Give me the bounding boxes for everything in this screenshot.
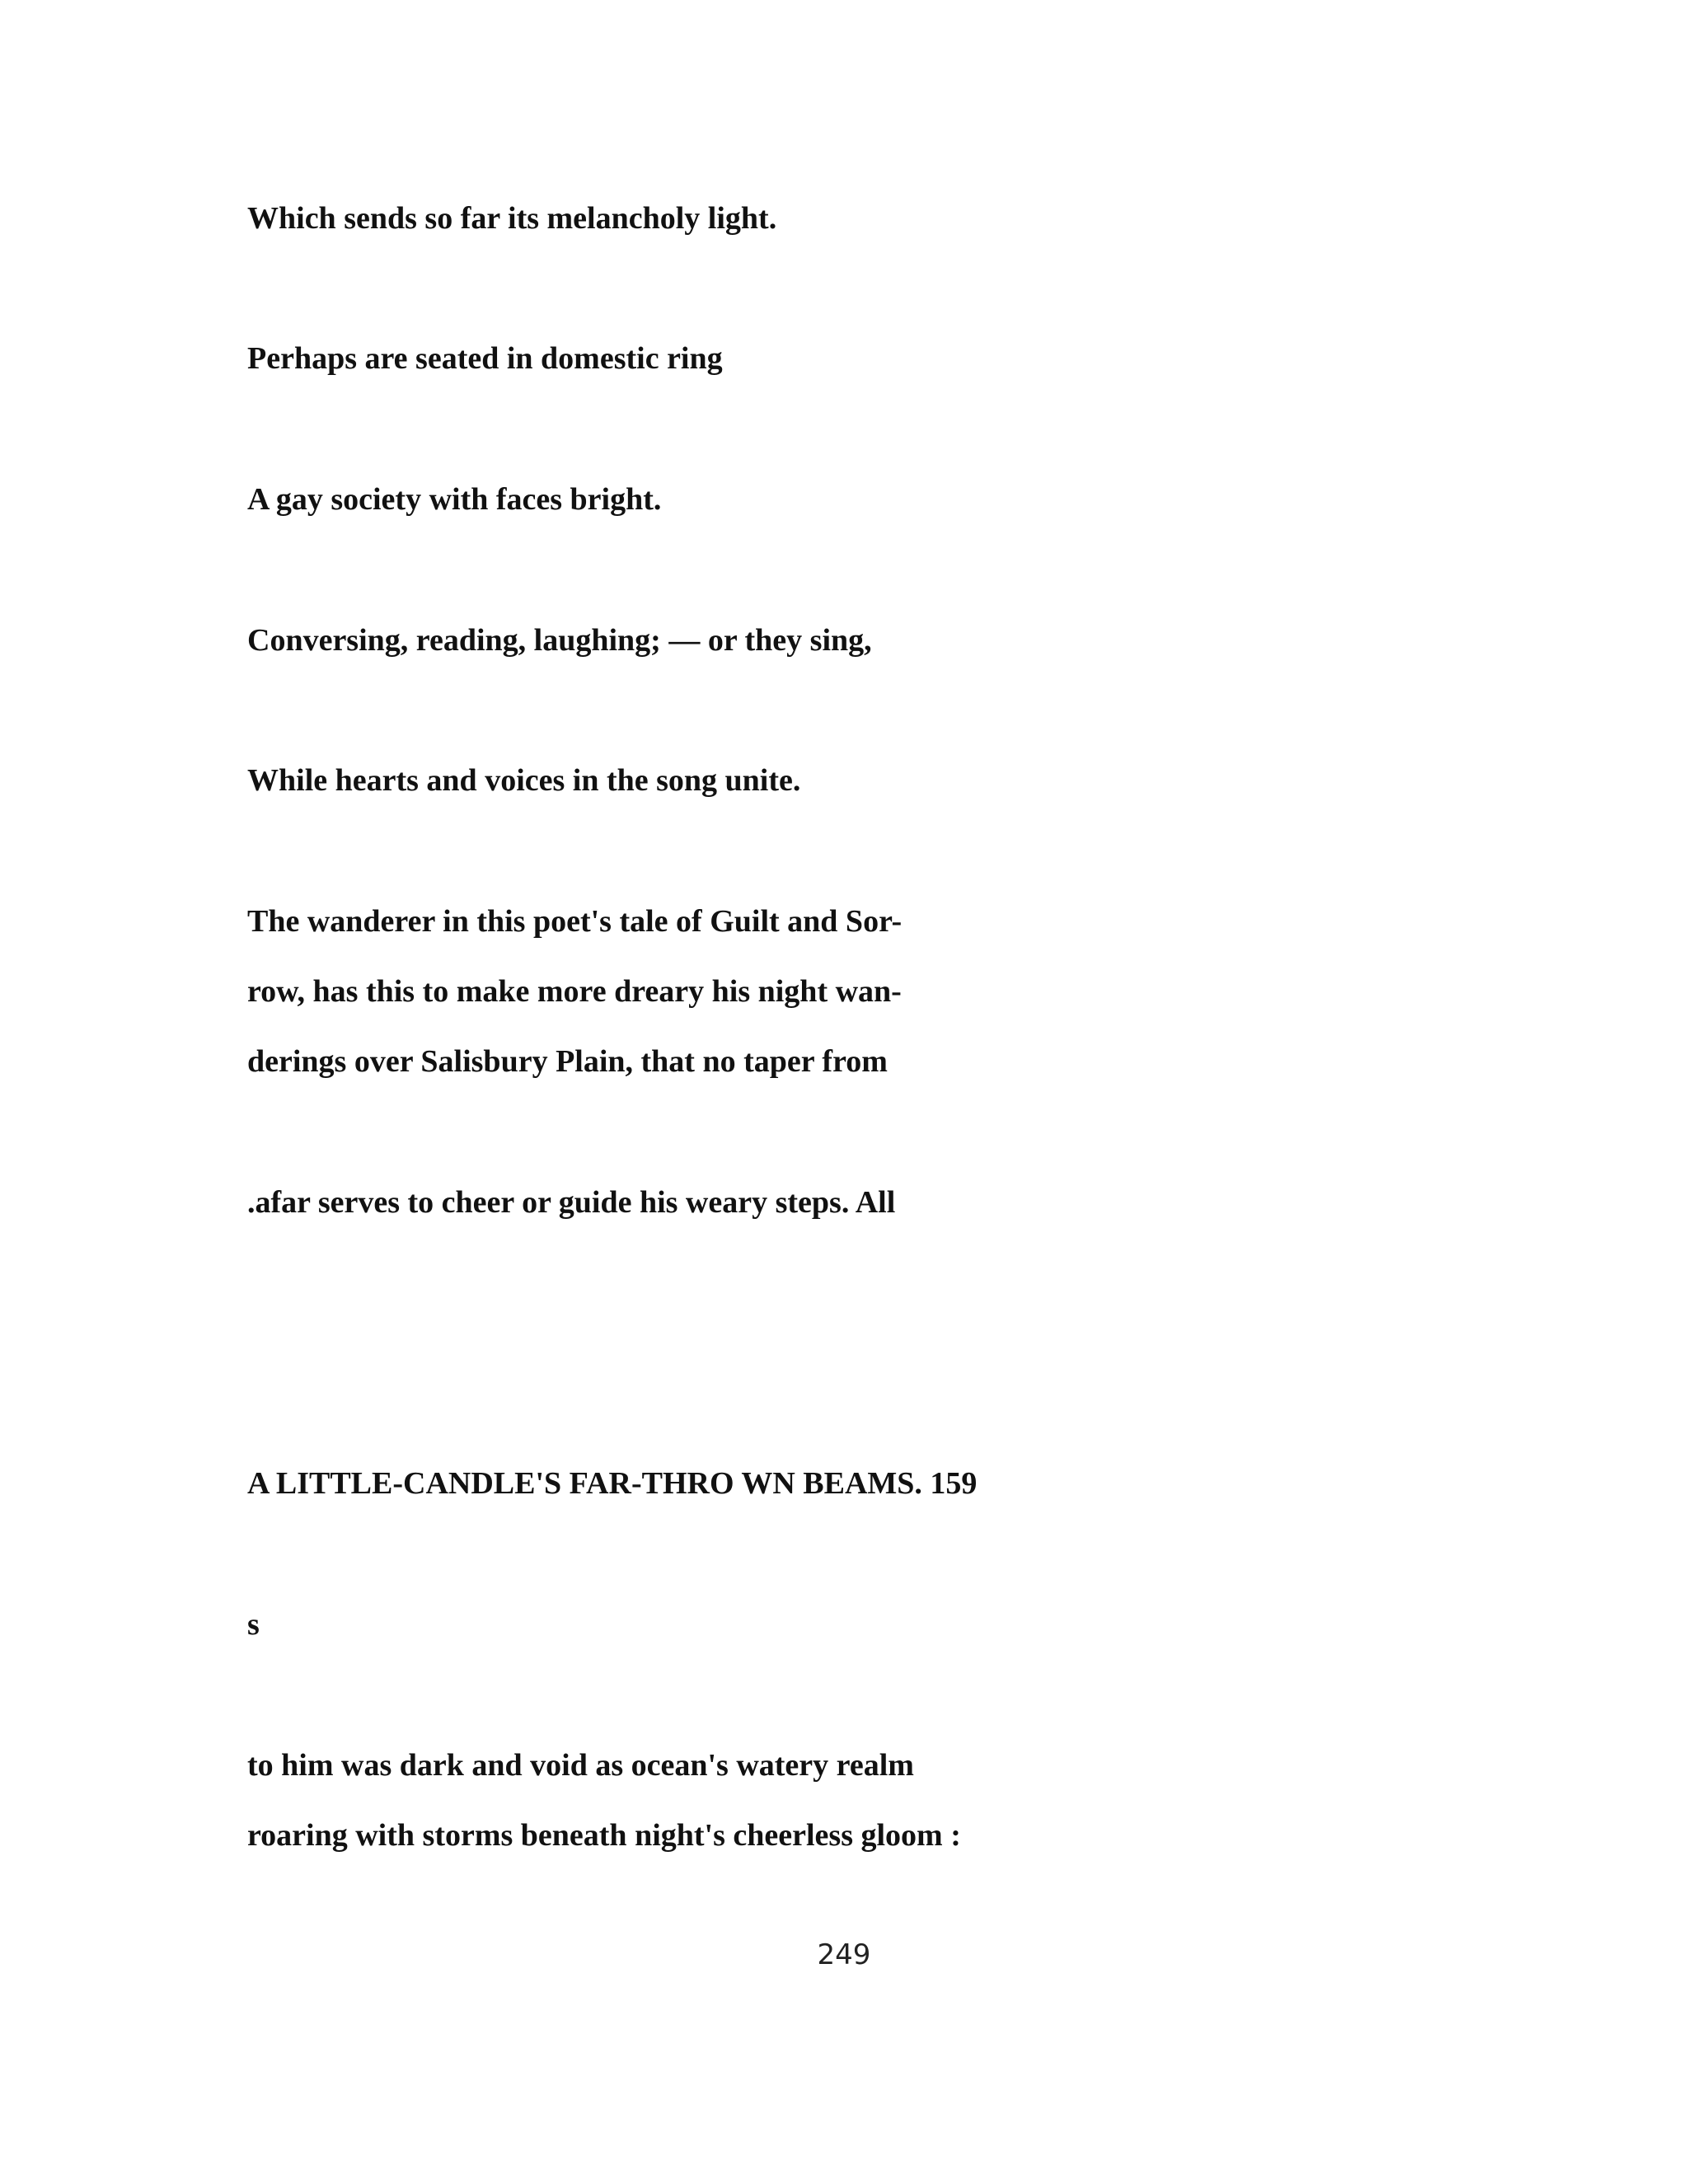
text-line: The wanderer in this poet's tale of Guilt and Sor-	[247, 904, 903, 939]
text-line: to him was dark and void as ocean's watery realm	[247, 1748, 914, 1783]
text-line: derings over Salisbury Plain, that no taper from	[247, 1044, 888, 1079]
text-line: Which sends so far its melancholy light.	[247, 201, 777, 236]
text-line: roaring with storms beneath night's cheerless gloom :	[247, 1818, 961, 1853]
text-line: .afar serves to cheer or guide his weary steps. All	[247, 1185, 896, 1220]
text-line: s	[247, 1607, 260, 1642]
text-line: Conversing, reading, laughing; — or they sing,	[247, 623, 872, 658]
text-line: Perhaps are seated in domestic ring	[247, 341, 723, 376]
text-line: A gay society with faces bright.	[247, 482, 662, 517]
text-line: row, has this to make more dreary his night wan-	[247, 974, 902, 1009]
page-number: 249	[817, 1938, 871, 1971]
running-header: A LITTLE-CANDLE'S FAR-THRO WN BEAMS. 159	[247, 1466, 978, 1501]
text-line: While hearts and voices in the song unite.	[247, 763, 801, 798]
